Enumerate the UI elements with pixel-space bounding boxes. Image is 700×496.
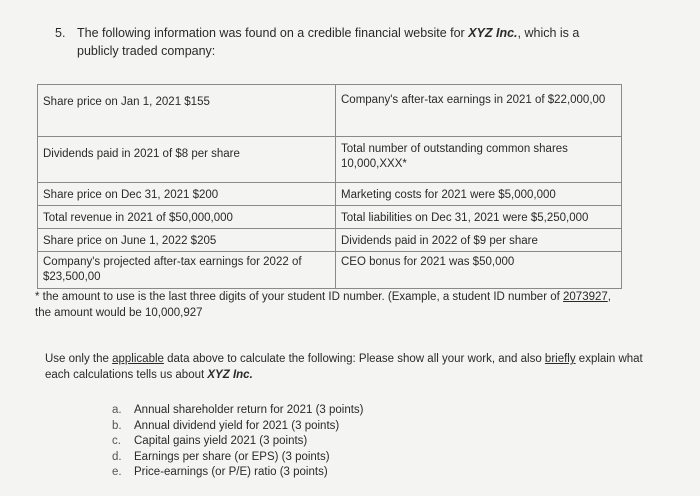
table-cell: Share price on Jan 1, 2021 $155	[38, 85, 336, 137]
list-text: Price-earnings (or P/E) ratio (3 points)	[134, 466, 328, 478]
question-number: 5.	[55, 26, 66, 40]
list-letter: e.	[112, 466, 122, 478]
footnote	[35, 289, 625, 321]
applicable-word: applicable	[112, 353, 164, 365]
list-item	[112, 465, 364, 481]
instructions	[45, 351, 645, 383]
table-row	[38, 85, 622, 137]
table-cell: Company's after-tax earnings in 2021 of $22,000,00	[336, 85, 622, 137]
instructions-text: Use only the	[45, 353, 113, 365]
list-letter: b.	[112, 419, 122, 432]
list-letter: a.	[112, 404, 122, 416]
company-name: XYZ Inc.	[468, 26, 518, 40]
info-table-wrapper	[37, 84, 622, 289]
list-text: Capital gains yield 2021 (3 points)	[134, 435, 308, 447]
question-text-end: , which is a	[517, 26, 580, 40]
question-text: The following information was found on a credible financial website for	[77, 26, 469, 40]
table-cell: Marketing costs for 2021 were $5,000,000	[336, 183, 622, 206]
company-name-2: XYZ Inc.	[207, 369, 253, 381]
instructions-text-2: data above to calculate the following: Please show all your work, and also	[163, 353, 545, 365]
table-cell: Dividends paid in 2022 of $9 per share	[336, 229, 622, 252]
table-cell: Company's projected after-tax earnings for 2022 of $23,500,00	[38, 252, 336, 289]
footnote-text: the amount to use is the last three digits of your student ID number. (Example, a student ID number of	[39, 291, 564, 303]
list-item	[112, 450, 364, 466]
question-line-1	[55, 24, 579, 42]
question-heading	[55, 24, 579, 60]
list-letter: c.	[112, 435, 121, 447]
info-table	[37, 84, 622, 289]
table-cell: Total liabilities on Dec 31, 2021 were $5,250,000	[336, 206, 622, 229]
table-cell: Total revenue in 2021 of $50,000,000	[38, 206, 336, 229]
table-row	[38, 252, 622, 289]
list-item	[112, 419, 364, 435]
list-item	[112, 434, 364, 450]
list-item	[112, 403, 364, 419]
list-letter: d.	[112, 450, 122, 463]
example-id: 2073927	[563, 291, 608, 303]
table-cell: Total number of outstanding common shares 10,000,XXX*	[336, 137, 622, 183]
footnote-text-end: , the amount would be 10,000,927	[35, 291, 611, 319]
table-cell: Dividends paid in 2021 of $8 per share	[38, 137, 336, 183]
question-line-2: publicly traded company:	[77, 44, 216, 58]
table-cell: CEO bonus for 2021 was $50,000	[336, 252, 622, 289]
instructions-text-3: explain what each calculations tells us about	[45, 353, 643, 381]
table-row	[38, 229, 622, 252]
table-row	[38, 183, 622, 206]
task-list	[112, 403, 364, 481]
footnote-star: *	[35, 291, 40, 303]
table-cell: Share price on Dec 31, 2021 $200	[38, 183, 336, 206]
table-row	[38, 137, 622, 183]
table-row	[38, 206, 622, 229]
list-text: Annual shareholder return for 2021 (3 points)	[134, 404, 364, 416]
briefly-word: briefly	[544, 353, 576, 365]
list-text: Earnings per share (or EPS) (3 points)	[134, 450, 330, 463]
table-cell: Share price on June 1, 2022 $205	[38, 229, 336, 252]
list-text: Annual dividend yield for 2021 (3 points)	[134, 419, 340, 432]
